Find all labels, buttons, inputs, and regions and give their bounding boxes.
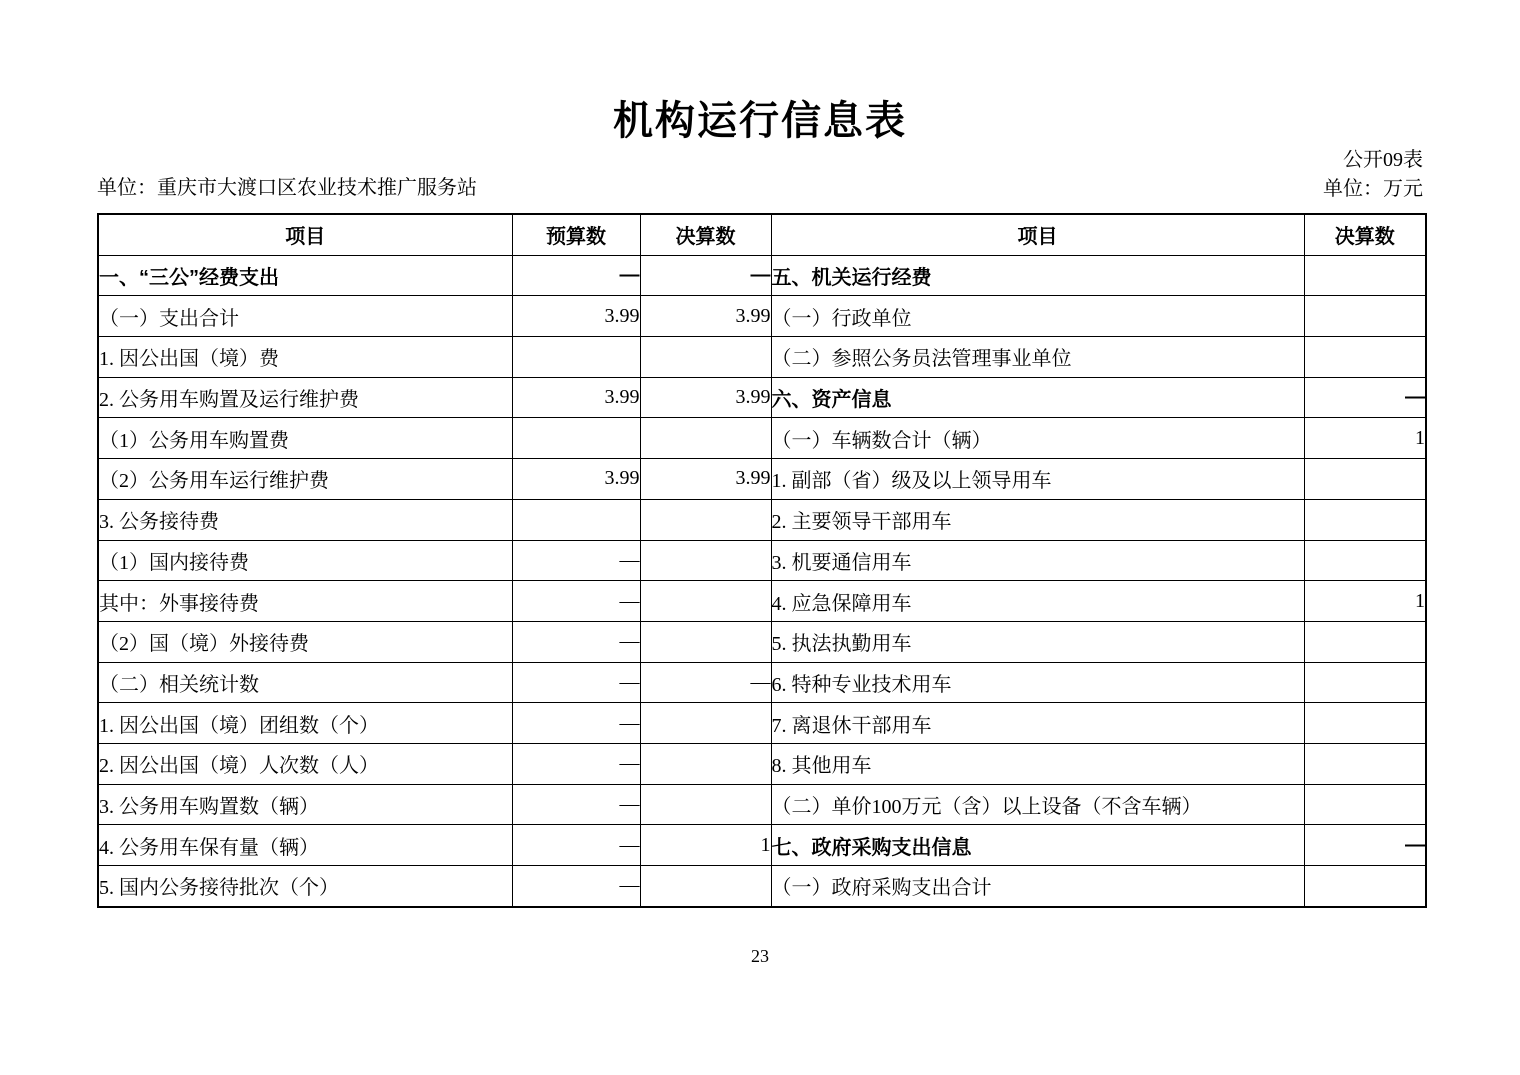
column-header-final-right: 决算数 — [1304, 214, 1426, 255]
final-value-left — [640, 418, 771, 459]
item-label-right: 4. 应急保障用车 — [771, 581, 1304, 622]
item-label-left: 5. 国内公务接待批次（个） — [98, 866, 512, 907]
final-value-left: 1 — [640, 825, 771, 866]
budget-value: — — [512, 784, 640, 825]
item-label-right: 五、机关运行经费 — [771, 255, 1304, 296]
final-value-right — [1304, 459, 1426, 500]
table-row — [98, 581, 1426, 622]
column-header-item-right: 项目 — [771, 214, 1304, 255]
item-label-left: 3. 公务接待费 — [98, 499, 512, 540]
table-row — [98, 703, 1426, 744]
table-row — [98, 459, 1426, 500]
item-label-left: （一）支出合计 — [98, 296, 512, 337]
budget-value — [512, 499, 640, 540]
item-label-right: 8. 其他用车 — [771, 743, 1304, 784]
item-label-left: （1）公务用车购置费 — [98, 418, 512, 459]
meta-right-block — [1323, 146, 1425, 204]
final-value-right — [1304, 784, 1426, 825]
item-label-left: 一、“三公”经费支出 — [98, 255, 512, 296]
final-value-right: — — [1304, 377, 1426, 418]
item-label-left: （2）国（境）外接待费 — [98, 621, 512, 662]
column-header-item-left: 项目 — [98, 214, 512, 255]
final-value-left — [640, 540, 771, 581]
final-value-left: — — [640, 255, 771, 296]
item-label-right: 七、政府采购支出信息 — [771, 825, 1304, 866]
operation-info-table — [97, 213, 1427, 908]
budget-value — [512, 418, 640, 459]
final-value-right: 1 — [1304, 418, 1426, 459]
budget-value: — — [512, 621, 640, 662]
budget-value: 3.99 — [512, 377, 640, 418]
item-label-right: 3. 机要通信用车 — [771, 540, 1304, 581]
budget-value: — — [512, 255, 640, 296]
final-value-left — [640, 621, 771, 662]
item-label-right: （一）车辆数合计（辆） — [771, 418, 1304, 459]
unit-of-measure-label: 单位：万元 — [1323, 178, 1423, 200]
item-label-left: 4. 公务用车保有量（辆） — [98, 825, 512, 866]
item-label-left: 1. 因公出国（境）费 — [98, 337, 512, 378]
item-label-left: （二）相关统计数 — [98, 662, 512, 703]
final-value-left: 3.99 — [640, 296, 771, 337]
item-label-right: 6. 特种专业技术用车 — [771, 662, 1304, 703]
item-label-right: 1. 副部（省）级及以上领导用车 — [771, 459, 1304, 500]
final-value-right — [1304, 540, 1426, 581]
final-value-right — [1304, 621, 1426, 662]
item-label-right: （二）参照公务员法管理事业单位 — [771, 337, 1304, 378]
budget-value: — — [512, 662, 640, 703]
table-row — [98, 540, 1426, 581]
final-value-right: — — [1304, 825, 1426, 866]
item-label-right: （一）行政单位 — [771, 296, 1304, 337]
budget-value: — — [512, 866, 640, 907]
final-value-left — [640, 581, 771, 622]
final-value-right — [1304, 337, 1426, 378]
item-label-right: 7. 离退休干部用车 — [771, 703, 1304, 744]
budget-value: 3.99 — [512, 296, 640, 337]
item-label-left: （1）国内接待费 — [98, 540, 512, 581]
final-value-left — [640, 703, 771, 744]
item-label-left: （2）公务用车运行维护费 — [98, 459, 512, 500]
budget-value: — — [512, 540, 640, 581]
table-row — [98, 621, 1426, 662]
item-label-right: 2. 主要领导干部用车 — [771, 499, 1304, 540]
final-value-left — [640, 866, 771, 907]
item-label-right: 六、资产信息 — [771, 377, 1304, 418]
budget-value: — — [512, 825, 640, 866]
unit-name-label: 单位：重庆市大渡口区农业技术推广服务站 — [97, 177, 477, 199]
item-label-right: （二）单价100万元（含）以上设备（不含车辆） — [771, 784, 1304, 825]
header-row — [98, 214, 1426, 255]
final-value-left — [640, 743, 771, 784]
final-value-right — [1304, 296, 1426, 337]
final-value-right — [1304, 255, 1426, 296]
table-code-label: 公开09表 — [1343, 149, 1423, 171]
item-label-right: 5. 执法执勤用车 — [771, 621, 1304, 662]
final-value-right — [1304, 499, 1426, 540]
table-row — [98, 377, 1426, 418]
table-row — [98, 825, 1426, 866]
budget-value — [512, 337, 640, 378]
final-value-left: 3.99 — [640, 377, 771, 418]
table-row — [98, 743, 1426, 784]
item-label-left: 1. 因公出国（境）团组数（个） — [98, 703, 512, 744]
page-number: 23 — [751, 945, 769, 966]
final-value-right — [1304, 703, 1426, 744]
table-row — [98, 418, 1426, 459]
item-label-left: 2. 因公出国（境）人次数（人） — [98, 743, 512, 784]
table-row — [98, 499, 1426, 540]
budget-value: — — [512, 703, 640, 744]
item-label-left: 其中：外事接待费 — [98, 581, 512, 622]
table-row — [98, 296, 1426, 337]
table-row — [98, 337, 1426, 378]
final-value-right — [1304, 866, 1426, 907]
final-value-left — [640, 784, 771, 825]
final-value-right — [1304, 662, 1426, 703]
budget-value: — — [512, 743, 640, 784]
final-value-right: 1 — [1304, 581, 1426, 622]
page-title: 机构运行信息表 — [613, 99, 907, 143]
final-value-left — [640, 499, 771, 540]
table-row — [98, 255, 1426, 296]
table-row — [98, 784, 1426, 825]
budget-value: — — [512, 581, 640, 622]
budget-value: 3.99 — [512, 459, 640, 500]
item-label-left: 2. 公务用车购置及运行维护费 — [98, 377, 512, 418]
final-value-right — [1304, 743, 1426, 784]
table-row — [98, 662, 1426, 703]
final-value-left: — — [640, 662, 771, 703]
table-row — [98, 866, 1426, 907]
final-value-left: 3.99 — [640, 459, 771, 500]
item-label-left: 3. 公务用车购置数（辆） — [98, 784, 512, 825]
column-header-final-left: 决算数 — [640, 214, 771, 255]
final-value-left — [640, 337, 771, 378]
column-header-budget: 预算数 — [512, 214, 640, 255]
meta-row — [97, 146, 1425, 204]
item-label-right: （一）政府采购支出合计 — [771, 866, 1304, 907]
